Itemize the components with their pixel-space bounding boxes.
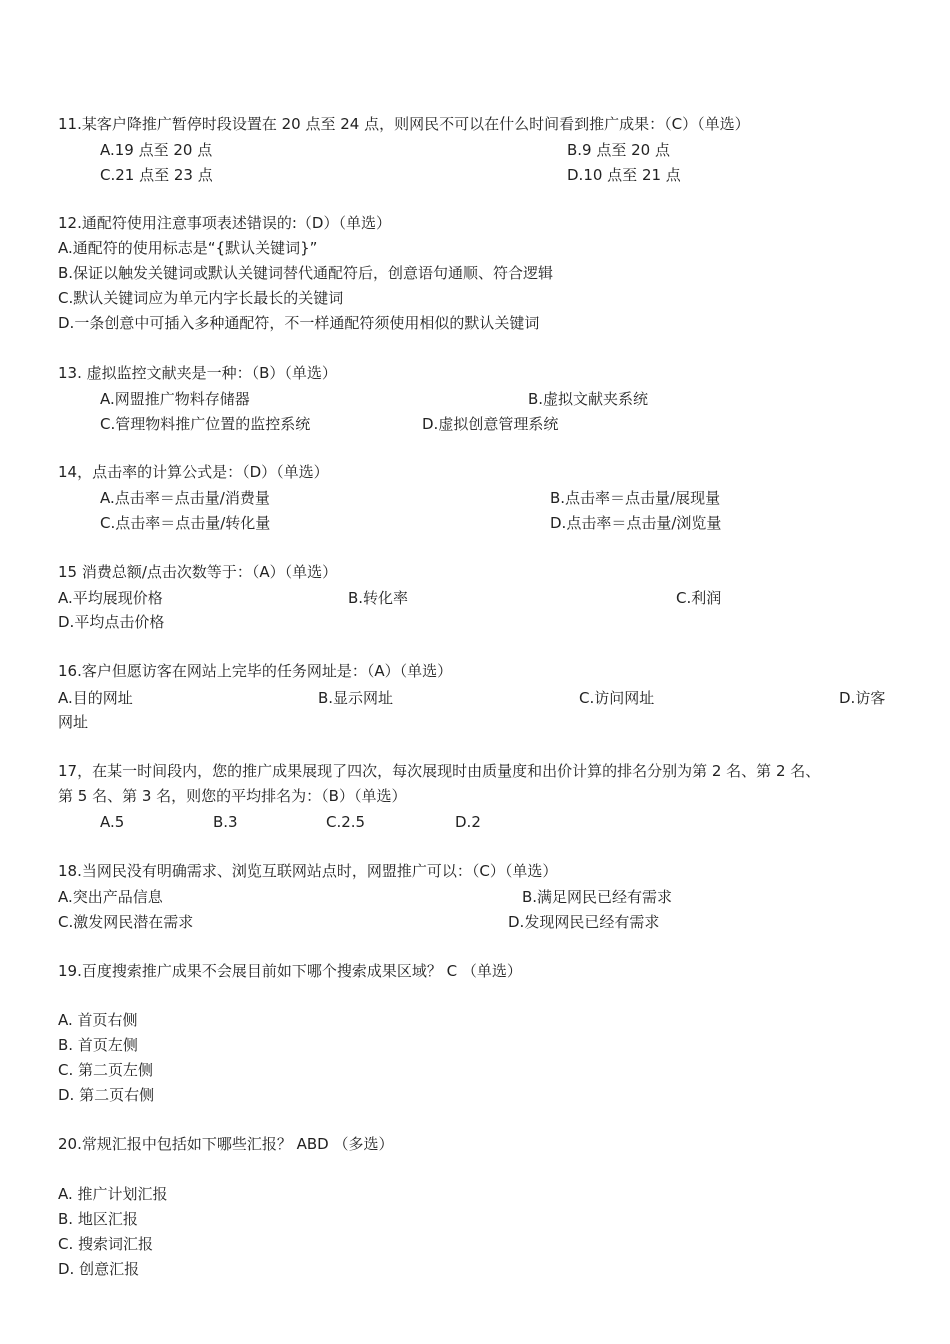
q11-option-a: A.19 点至 20 点: [100, 141, 213, 159]
q17-option-a: A.5: [100, 813, 125, 831]
q13-option-b: B.虚拟文献夹系统: [528, 390, 649, 408]
q16-option-d: D.访客: [839, 689, 886, 707]
q17-option-d: D.2: [455, 813, 481, 831]
q15-option-c: C.利润: [676, 589, 722, 607]
q20-option-b: B. 地区汇报: [58, 1210, 138, 1228]
q14-option-d: D.点击率＝点击量/浏览量: [550, 514, 722, 532]
q19-stem: 19.百度搜索推广成果不会展目前如下哪个搜索成果区域？ C （单选）: [58, 962, 522, 980]
q18-stem: 18.当网民没有明确需求、浏览互联网站点时，网盟推广可以：（C）（单选）: [58, 862, 558, 880]
q11-option-c: C.21 点至 23 点: [100, 166, 213, 184]
q19-option-b: B. 首页左侧: [58, 1036, 138, 1054]
q15-stem: 15 消费总额/点击次数等于：（A）（单选）: [58, 563, 338, 581]
q16-option-c: C.访问网址: [579, 689, 655, 707]
q17-option-c: C.2.5: [326, 813, 366, 831]
q15-option-d: D.平均点击价格: [58, 613, 165, 631]
q15-option-b: B.转化率: [348, 589, 409, 607]
q13-option-d: D.虚拟创意管理系统: [422, 415, 559, 433]
q20-option-c: C. 搜索词汇报: [58, 1235, 154, 1253]
q11-option-d: D.10 点至 21 点: [567, 166, 681, 184]
q12-option-a: A.通配符的使用标志是“{默认关键词}”: [58, 239, 318, 257]
q19-option-d: D. 第二页右侧: [58, 1086, 155, 1104]
q16-option-b: B.显示网址: [318, 689, 394, 707]
q16-stem: 16.客户但愿访客在网站上完毕的任务网址是：（A）（单选）: [58, 662, 453, 680]
q19-option-a: A. 首页右侧: [58, 1011, 138, 1029]
q14-option-b: B.点击率＝点击量/展现量: [550, 489, 721, 507]
q12-option-c: C.默认关键词应为单元内字长最长的关键词: [58, 289, 344, 307]
q18-option-d: D.发现网民已经有需求: [508, 913, 660, 931]
q17-stem-line1: 17，在某一时间段内，您的推广成果展现了四次，每次展现时由质量度和出价计算的排名分别为第 2 名、第 2 名、: [58, 762, 821, 780]
q11-stem: 11.某客户降推广暂停时段设置在 20 点至 24 点，则网民不可以在什么时间看到推广成果：（C）（单选）: [58, 115, 750, 133]
q19-option-c: C. 第二页左侧: [58, 1061, 154, 1079]
q12-option-b: B.保证以触发关键词或默认关键词替代通配符后，创意语句通顺、符合逻辑: [58, 264, 554, 282]
q17-option-b: B.3: [213, 813, 238, 831]
q13-option-a: A.网盟推广物料存储器: [100, 390, 250, 408]
q11-option-b: B.9 点至 20 点: [567, 141, 670, 159]
q16-option-d-wrap: 网址: [58, 713, 89, 731]
q14-option-c: C.点击率＝点击量/转化量: [100, 514, 271, 532]
q17-stem-line2: 第 5 名、第 3 名，则您的平均排名为：（B）（单选）: [58, 787, 407, 805]
q18-option-b: B.满足网民已经有需求: [522, 888, 673, 906]
q12-stem: 12.通配符使用注意事项表述错误的:（D）（单选）: [58, 214, 391, 232]
q13-option-c: C.管理物料推广位置的监控系统: [100, 415, 311, 433]
q20-option-a: A. 推广计划汇报: [58, 1185, 168, 1203]
q16-option-a: A.目的网址: [58, 689, 133, 707]
q18-option-c: C.激发网民潜在需求: [58, 913, 194, 931]
q20-option-d: D. 创意汇报: [58, 1260, 140, 1278]
q12-option-d: D.一条创意中可插入多种通配符，不一样通配符须使用相似的默认关键词: [58, 314, 540, 332]
q14-stem: 14，点击率的计算公式是：（D）（单选）: [58, 463, 329, 481]
q18-option-a: A.突出产品信息: [58, 888, 163, 906]
q15-option-a: A.平均展现价格: [58, 589, 163, 607]
q13-stem: 13. 虚拟监控文献夹是一种：（B）（单选）: [58, 364, 337, 382]
q14-option-a: A.点击率＝点击量/消费量: [100, 489, 270, 507]
q20-stem: 20.常规汇报中包括如下哪些汇报？ ABD （多选）: [58, 1135, 394, 1153]
